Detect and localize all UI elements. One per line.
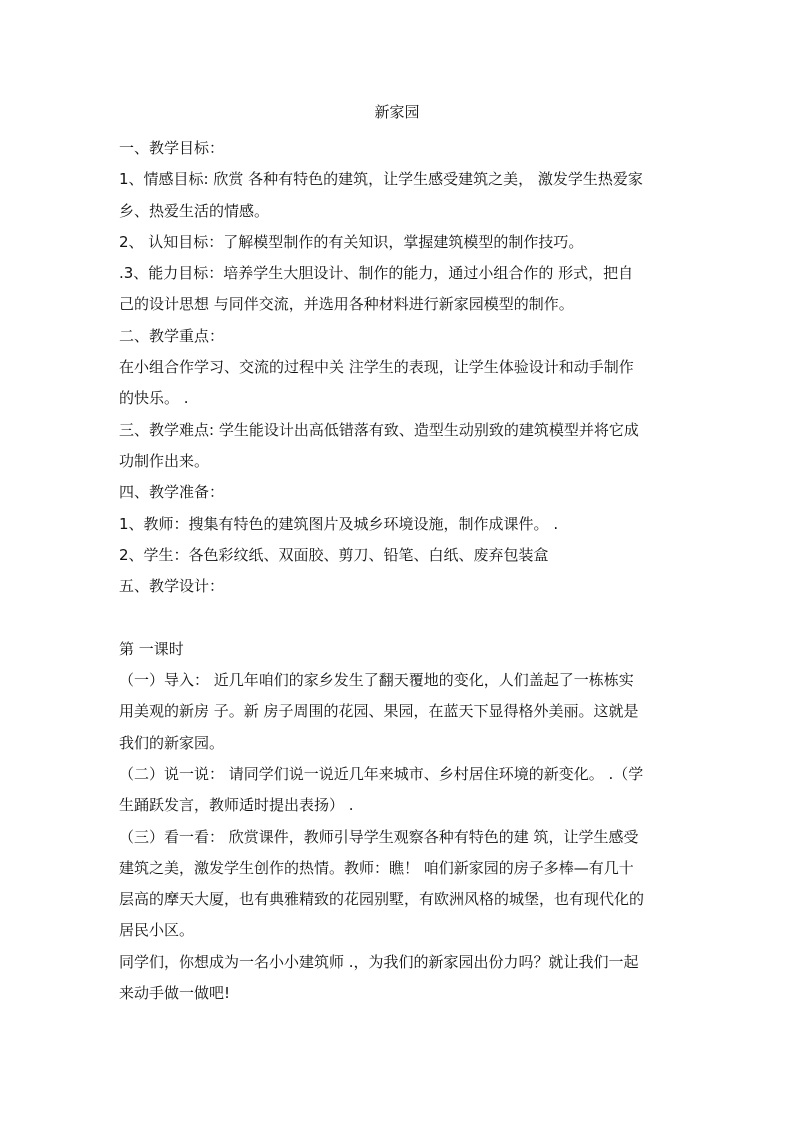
text-line: 同学们，你想成为一名小小建筑师 .，为我们的新家园出份力吗？就让我们一起 [119,952,639,971]
text-line: 五、教学设计： [119,577,225,596]
text-line: 层高的摩天大厦，也有典雅精致的花园别墅，有欧洲风格的城堡，也有现代化的 [119,890,645,909]
text-line: 建筑之美，激发学生创作的热情。教师：瞧！ 咱们新家园的房子多棒—有几十 [119,858,634,877]
text-line: 二、教学重点： [119,326,225,345]
text-line: 来动手做一做吧! [119,984,231,1003]
text-line: （二）说一说： 请同学们说一说近几年来城市、乡村居住环境的新变化。 .（学 [119,764,644,783]
text-line: 1、情感目标: 欣赏 各种有特色的建筑，让学生感受建筑之美， 激发学生热爱家 [119,170,643,189]
text-line: 四、教学准备： [119,483,225,502]
text-line: 居民小区。 [119,921,195,940]
text-line: 第 一课时 [119,639,184,658]
text-line: 一、教学目标： [119,139,225,157]
text-line: 功制作出来。 [119,451,210,470]
text-line: 用美观的新房 子。新 房子周围的花园、果园，在蓝天下显得格外美丽。这就是 [119,702,639,721]
text-line: 在小组合作学习、交流的过程中关 注学生的表现，让学生体验设计和动手制作 [119,358,634,377]
text-line: （三）看一看： 欣赏课件，教师引导学生观察各种有特色的建 筑，让学生感受 [119,827,639,846]
text-line: 我们的新家园。 [119,733,225,752]
text-line: 己的设计思想 与同伴交流，并选用各种材料进行新家园模型的制作。 [119,295,574,314]
blank-line [119,602,679,633]
text-line: 2、 认知目标：了解模型制作的有关知识，掌握建筑模型的制作技巧。 [119,232,584,251]
text-line: 乡、热爱生活的情感。 [119,201,270,220]
text-line: （一）导入： 近几年咱们的家乡发生了翻天覆地的变化，人们盖起了一栋栋实 [119,671,634,690]
text-line: 2、学生：各色彩纹纸、双面胶、剪刀、铅笔、白纸、废弃包装盒 [119,545,549,564]
text-line: 三、教学难点: 学生能设计出高低错落有致、造型生动别致的建筑模型并将它成 [119,420,639,439]
document-title: 新家园 [374,103,420,121]
text-line: 的快乐。 . [119,389,189,408]
text-line: 1、教师：搜集有特色的建筑图片及城乡环境设施，制作成课件。 . [119,514,559,533]
text-line: .3、能力目标：培养学生大胆设计、制作的能力，通过小组合作的 形式，把自 [119,264,634,283]
text-line: 生踊跃发言，教师适时提出表扬） . [119,796,354,815]
document-body [119,133,679,1009]
